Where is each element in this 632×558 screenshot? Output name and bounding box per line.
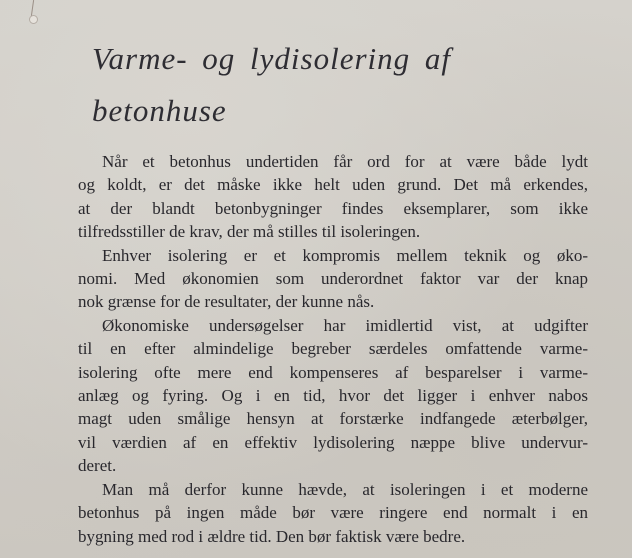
title-line: Varme- og lydisolering af bbox=[92, 41, 451, 76]
mark-stem bbox=[31, 0, 34, 16]
paragraph-3 bbox=[78, 314, 588, 478]
text-line: deret. bbox=[78, 456, 117, 476]
text-line: betonhus på ingen måde bør være ringere end normalt i en bbox=[78, 503, 588, 523]
paragraph-1 bbox=[78, 150, 588, 244]
text-line: Når et betonhus undertiden får ord for at være både lydt bbox=[102, 152, 588, 171]
text-line: Man må derfor kunne hævde, at isoleringen i et moderne bbox=[102, 479, 588, 499]
paragraph-4 bbox=[78, 478, 588, 548]
text-line: og koldt, er det måske ikke helt uden grund. Det må erkendes, bbox=[78, 175, 588, 195]
text-line: anlæg og fyring. Og i en tid, hvor det ligger i enhver nabos bbox=[78, 386, 588, 406]
title-line: betonhuse bbox=[92, 93, 227, 128]
paragraph-2 bbox=[78, 244, 588, 314]
text-line: isolering ofte mere end kompenseres af besparelser i varme- bbox=[78, 362, 588, 382]
text-line: vil værdien af en effektiv lydisolering næppe blive undervur- bbox=[78, 432, 588, 452]
text-line: at der blandt betonbygninger findes eksemplarer, som ikke bbox=[78, 198, 588, 218]
text-line: bygning med rod i ældre tid. Den bør faktisk være bedre. bbox=[78, 526, 466, 546]
text-line: Økonomiske undersøgelser har imidlertid vist, at udgifter bbox=[102, 315, 588, 335]
text-line: magt uden smålige hensyn at forstærke indfangede æterbølger, bbox=[78, 409, 588, 429]
text-line: nok grænse for de resultater, der kunne nås. bbox=[78, 292, 375, 312]
text-line: nomi. Med økonomien som underordnet faktor var der knap bbox=[78, 269, 588, 289]
text-line: Enhver isolering er et kompromis mellem teknik og øko- bbox=[102, 245, 588, 265]
body-text bbox=[78, 150, 588, 548]
chapter-title bbox=[92, 33, 451, 137]
text-line: til en efter almindelige begreber særdeles omfattende varme- bbox=[78, 339, 588, 359]
text-line: tilfredsstiller de krav, der må stilles til isoleringen. bbox=[78, 222, 421, 242]
page-corner-mark bbox=[28, 0, 38, 22]
mark-dot bbox=[29, 15, 38, 24]
